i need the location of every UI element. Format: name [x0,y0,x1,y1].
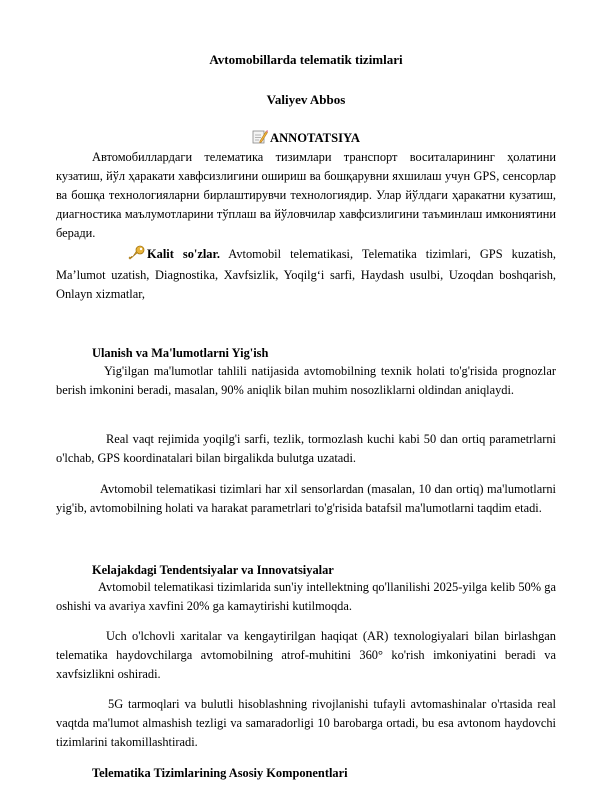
section2-paragraph-2: Uch o'lchovli xaritalar va kengaytirilgan haqiqat (AR) texnologiyalari bilan birlashgan telematika haydovchilarga avtomobilning atrof-muhitini 360° ko'rish imkoniyatini beradi va xavfsizlikni oshiradi. [56,629,556,681]
section-heading-trends: Kelajakdagi Tendentsiyalar va Innovatsiyalar [92,563,334,577]
section1-paragraph-1: Yig'ilgan ma'lumotlar tahlili natijasida avtomobilning texnik holati to'g'risida prognozlar berish imkonini beradi, masalan, 90% aniqlik bilan muhim nosozliklarni oldindan aniqlaydi. [56,364,556,397]
memo-pencil-icon [252,129,268,150]
section2-paragraph-3: 5G tarmoqlari va bulutli hisoblashning rivojlanishi tufayli avtomashinalar o'rtasida real vaqtda ma'lumot almashish tezligi va samaradorligi 10 barobarga ortadi, bu esa avtonom haydovchi tizimlarini takomillashtiradi. [56,697,556,749]
keywords-paragraph [56,245,556,304]
section-heading-connectivity: Ulanish va Ma'lumotlarni Yig'ish [92,346,269,360]
annotation-heading [0,129,612,150]
annotation-heading-text: ANNOTATSIYA [269,131,361,145]
section1-paragraph-2: Real vaqt rejimida yoqilg'i sarfi, tezlik, tormozlash kuchi kabi 50 dan ortiq parametrlarni o'lchab, GPS koordinatalari bilan birgalikda bulutga uzatadi. [56,432,556,465]
section-heading-components: Telematika Tizimlarining Asosiy Komponentlari [92,766,348,780]
author-name: Valiyev Abbos [266,92,346,107]
paper-title: Avtomobillarda telematik tizimlari [209,52,403,67]
section1-paragraph-3: Avtomobil telematikasi tizimlari har xil sensorlardan (masalan, 10 dan ortiq) ma'lumotlarni yig'ib, avtomobilning holati va harakat parametrlari to'g'risida batafsil ma'lumotlarni taqdim etadi. [56,482,556,515]
annotation-text: Автомобиллардаги телематика тизимлари транспорт воситаларининг ҳолатини кузатиш, йўл ҳаракати хавфсизлигини ошириш ва бошқарувни яхшилаш учун GPS, сенсорлар ва бошқа технологияларни бирлаштирувчи технологиядир. Улар йўлдаги ҳаракатни кузатиш, диагностика маълумотларини тўплаш ва йўловчилар хавфсизлигини таъминлаш имкониятини беради. [56,150,556,240]
keywords-text: Avtomobil telematikasi, Telematika tizimlari, GPS kuzatish, Ma’lumot uzatish, Diagnostika, Xavfsizlik, Yoqilg‘i sarfi, Haydash usulbi, Uzoqdan boshqarish, Onlayn xizmatlar, [56,247,557,301]
key-icon [92,245,145,266]
section2-paragraph-1: Avtomobil telematikasi tizimlarida sun'iy intellektning qo'llanilishi 2025-yilga kelib 50% ga oshishi va avariya xavfini 20% ga kamaytirishi kutilmoqda. [56,580,556,613]
keywords-label: Kalit so'zlar. [147,247,220,261]
